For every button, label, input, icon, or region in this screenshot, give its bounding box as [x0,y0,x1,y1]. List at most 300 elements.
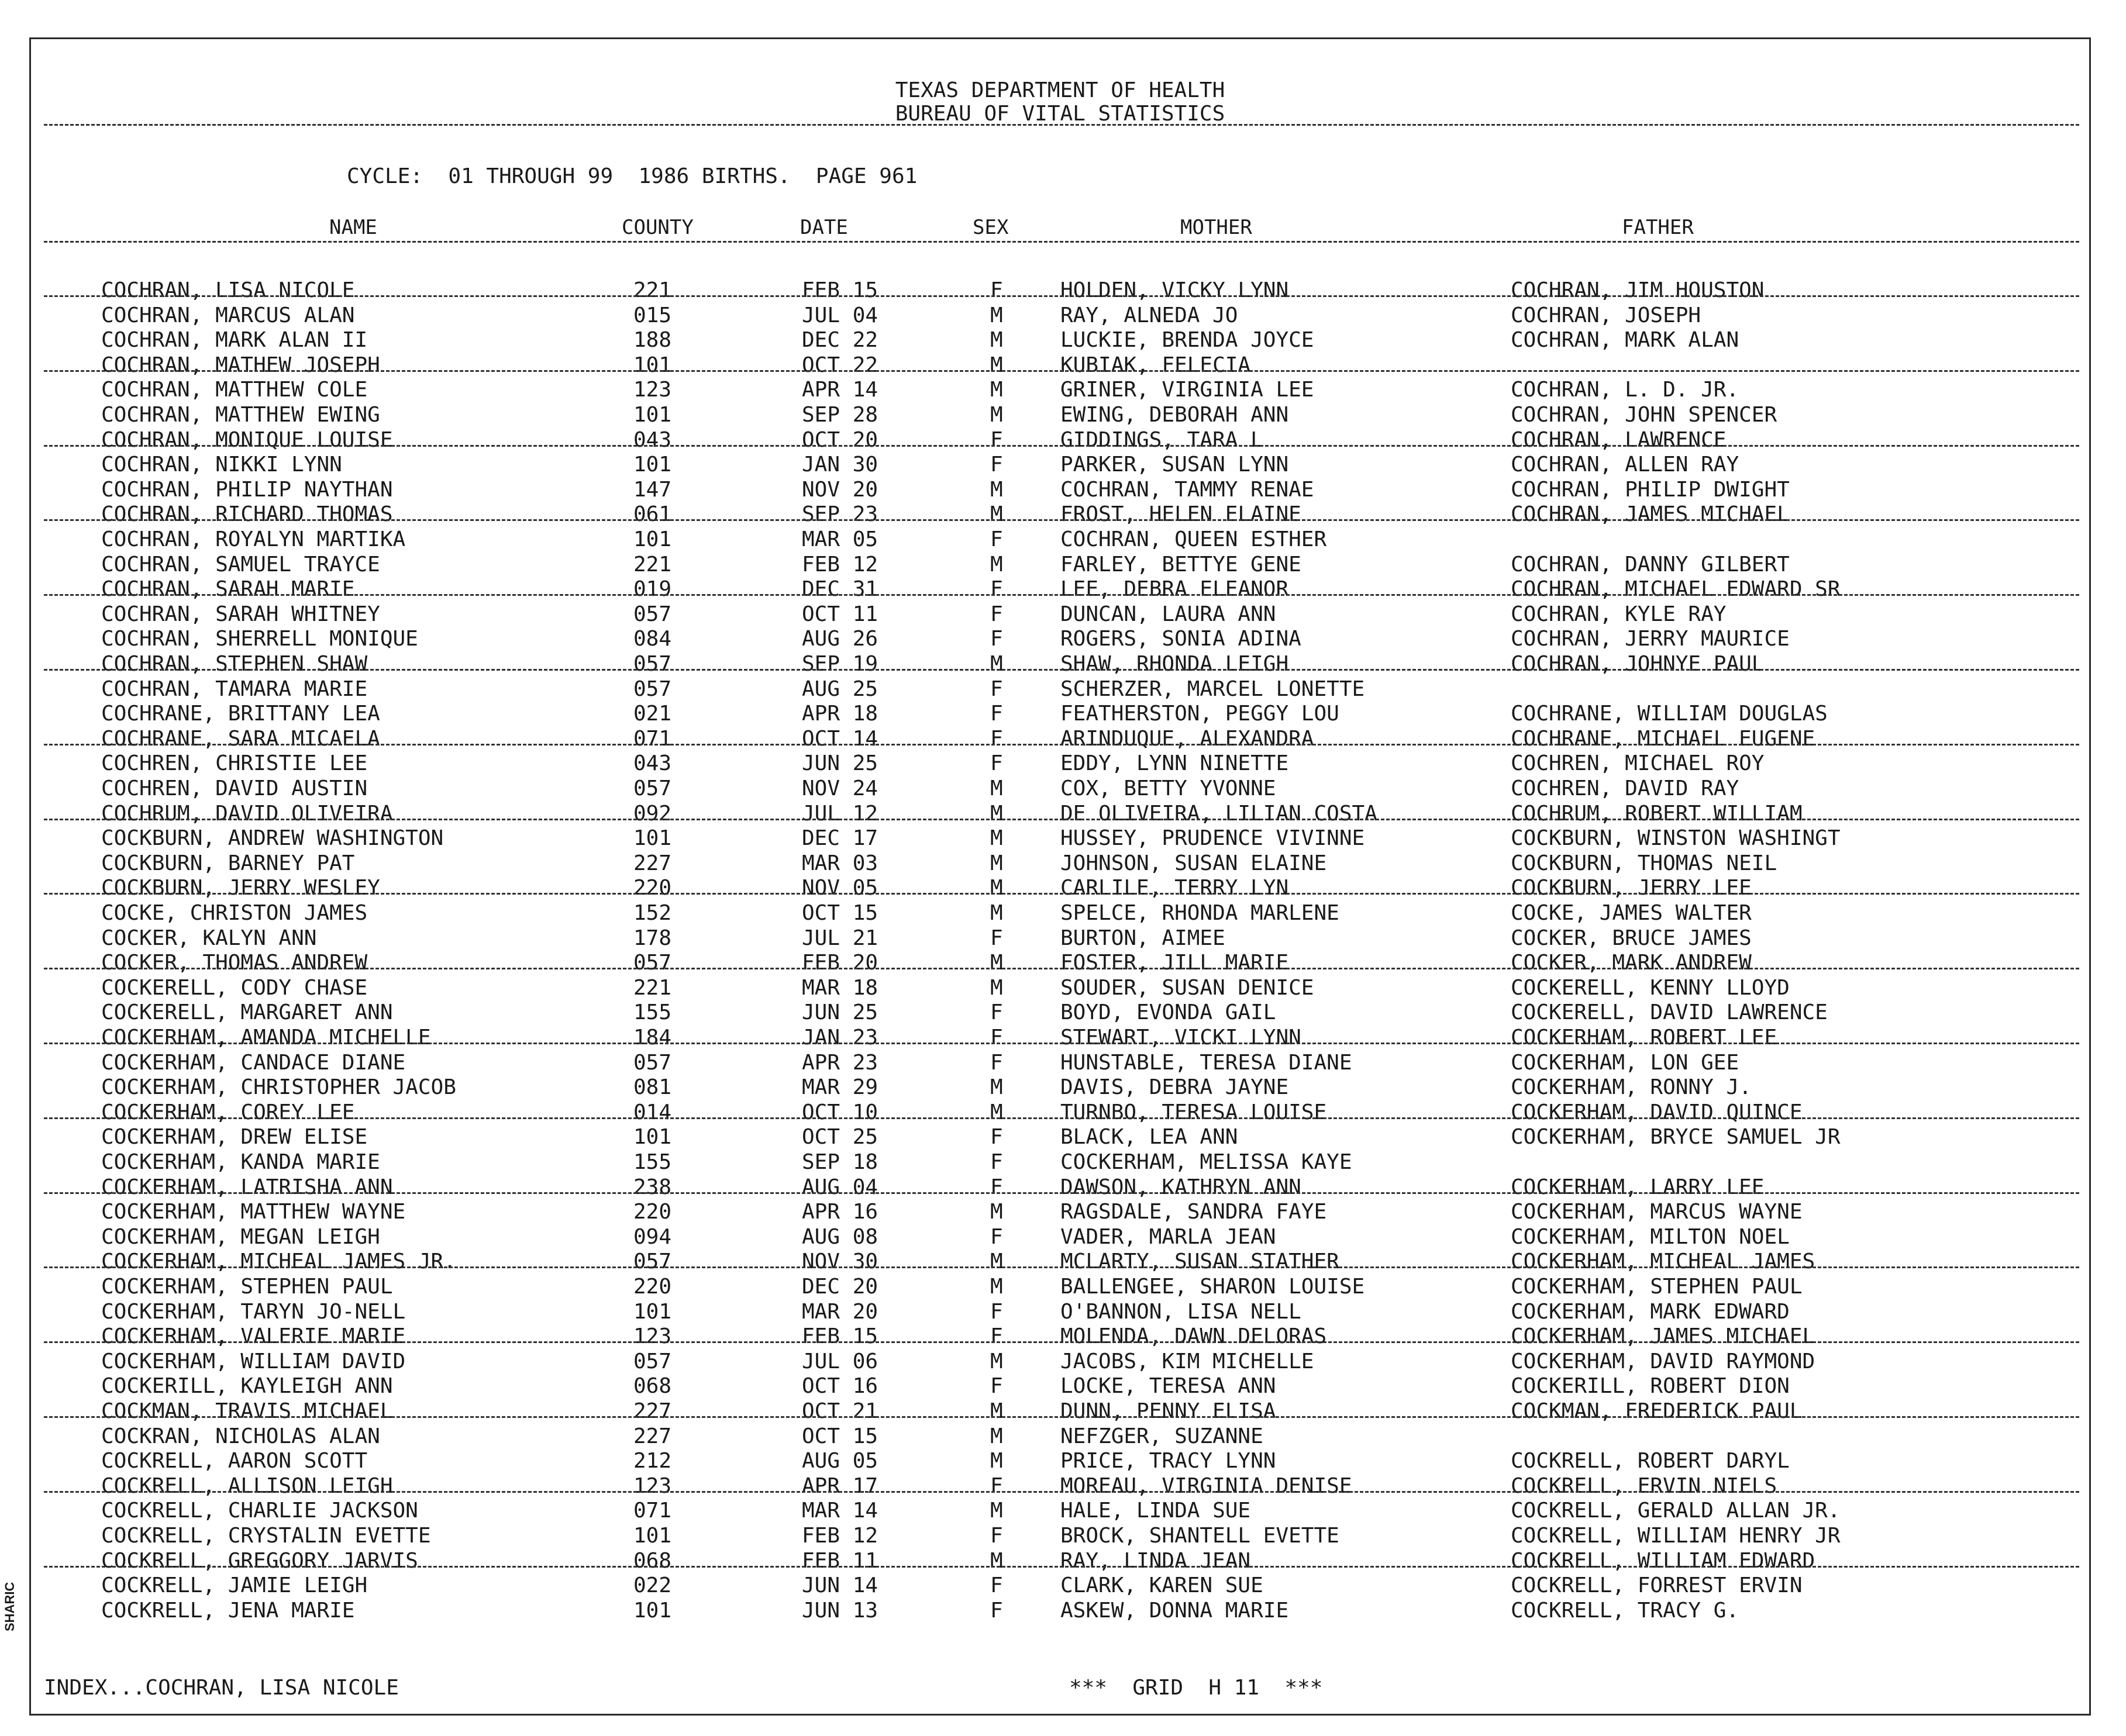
row-divider [44,893,2079,895]
cell-name: COCKRAN, NICHOLAS ALAN [101,1424,380,1448]
cell-mother: ASKEW, DONNA MARIE [1060,1598,1289,1623]
cell-father: COCHRAN, KYLE RAY [1511,602,1727,626]
cell-father: COCKRELL, GERALD ALLAN JR. [1511,1499,1841,1523]
column-header-father: FATHER [1622,216,1694,239]
cell-father: COCKERHAM, ROBERT LEE [1511,1026,1777,1050]
cell-mother: HOLDEN, VICKY LYNN [1060,278,1289,302]
cell-name: COCHRAN, MATTHEW COLE [101,378,368,402]
table-row [31,826,2089,851]
cell-date: AUG 04 [802,1175,878,1199]
table-row [31,402,2089,427]
cell-name: COCHRAN, MARK ALAN II [101,328,368,353]
cell-name: COCHRAN, SARAH MARIE [101,577,355,602]
cell-mother: RAY, LINDA JEAN [1060,1548,1251,1573]
cell-date: JUL 04 [802,303,878,327]
cell-name: COCKRELL, GREGGORY JARVIS [101,1548,418,1573]
table-row [31,1100,2089,1125]
cell-name: COCKMAN, TRAVIS MICHAEL [101,1399,393,1423]
cell-father: COCKERHAM, RONNY J. [1511,1075,1752,1100]
table-row [31,377,2089,402]
cell-sex: F [990,1524,1003,1548]
cell-father: COCKER, BRUCE JAMES [1511,926,1752,950]
cell-date: NOV 24 [802,776,878,800]
cell-date: NOV 05 [802,876,878,900]
cell-father: COCKERHAM, MICHEAL JAMES [1511,1250,1815,1274]
cell-county: 021 [633,702,672,726]
cell-county: 221 [633,975,672,1000]
cell-name: COCHRAN, TAMARA MARIE [101,677,368,701]
cell-county: 238 [633,1175,672,1199]
cell-mother: COCKERHAM, MELISSA KAYE [1060,1150,1352,1174]
cell-father: COCHREN, DAVID RAY [1511,776,1739,800]
bureau-title: BUREAU OF VITAL STATISTICS [895,102,1225,126]
cell-name: COCHRAN, MONIQUE LOUISE [101,427,393,452]
cell-mother: COX, BETTY YVONNE [1060,776,1276,800]
cell-name: COCHRAN, STEPHEN SHAW [101,652,368,676]
agency-title: TEXAS DEPARTMENT OF HEALTH [895,78,1225,102]
cell-county: 071 [633,726,672,751]
cell-county: 101 [633,826,672,851]
cell-sex: F [990,1175,1003,1199]
cell-mother: FEATHERSTON, PEGGY LOU [1060,702,1339,726]
cell-county: 101 [633,403,672,427]
table-row [31,1448,2089,1473]
cell-name: COCKERHAM, MEGAN LEIGH [101,1224,380,1249]
row-divider [44,1416,2079,1418]
table-row [31,701,2089,726]
cell-father: COCKRELL, WILLIAM EDWARD [1511,1548,1815,1573]
cell-father: COCHRAN, JAMES MICHAEL [1511,502,1790,527]
table-row [31,726,2089,751]
column-header-name: NAME [329,216,377,239]
table-row [31,751,2089,776]
cell-county: 178 [633,926,672,950]
cell-sex: F [990,1473,1003,1498]
cell-date: SEP 18 [802,1150,878,1174]
table-row [31,900,2089,926]
cell-sex: M [990,1250,1003,1274]
cell-name: COCKRELL, ALLISON LEIGH [101,1473,393,1498]
cell-county: 227 [633,1424,672,1448]
cell-sex: M [990,1275,1003,1299]
cell-mother: PRICE, TRACY LYNN [1060,1449,1276,1473]
cell-county: 019 [633,577,672,602]
cell-county: 014 [633,1100,672,1124]
cell-name: COCKE, CHRISTON JAMES [101,901,368,925]
table-row [31,1000,2089,1025]
cell-father: COCKERHAM, DAVID QUINCE [1511,1100,1803,1124]
cell-sex: F [990,1598,1003,1623]
cell-father: COCHRAN, JERRY MAURICE [1511,627,1790,651]
cell-father: COCKBURN, THOMAS NEIL [1511,851,1777,875]
cell-mother: SPELCE, RHONDA MARLENE [1060,901,1339,925]
cell-date: OCT 10 [802,1100,878,1124]
cell-name: COCHRAN, RICHARD THOMAS [101,502,393,527]
cell-name: COCKERHAM, WILLIAM DAVID [101,1349,406,1373]
table-row [31,1473,2089,1499]
cell-mother: DUNCAN, LAURA ANN [1060,602,1276,626]
row-divider [44,669,2079,671]
table-row [31,926,2089,951]
cell-sex: F [990,726,1003,751]
table-row [31,1050,2089,1075]
cell-date: FEB 11 [802,1548,878,1573]
cell-date: MAR 14 [802,1499,878,1523]
cell-mother: STEWART, VICKI LYNN [1060,1026,1301,1050]
cell-county: 057 [633,652,672,676]
cell-sex: F [990,1050,1003,1075]
cell-date: JUN 25 [802,1000,878,1025]
cell-father: COCKERHAM, DAVID RAYMOND [1511,1349,1815,1373]
cell-mother: JACOBS, KIM MICHELLE [1060,1349,1314,1373]
cell-date: FEB 15 [802,1324,878,1349]
cell-sex: F [990,926,1003,950]
cell-mother: TURNBO, TERESA LOUISE [1060,1100,1327,1124]
cell-mother: FARLEY, BETTYE GENE [1060,552,1301,577]
cell-name: COCHRAN, PHILIP NAYTHAN [101,477,393,502]
cell-mother: DUNN, PENNY ELISA [1060,1399,1276,1423]
cell-name: COCKERHAM, COREY LEE [101,1100,355,1124]
cell-county: 101 [633,1299,672,1324]
cell-mother: GRINER, VIRGINIA LEE [1060,378,1314,402]
table-row [31,1124,2089,1150]
cell-date: JUL 06 [802,1349,878,1373]
table-row [31,851,2089,876]
row-divider [44,370,2079,372]
cell-mother: O'BANNON, LISA NELL [1060,1299,1301,1324]
cell-date: OCT 25 [802,1125,878,1150]
cell-county: 068 [633,1374,672,1399]
table-row [31,602,2089,627]
cell-mother: BOYD, EVONDA GAIL [1060,1000,1276,1025]
cell-county: 061 [633,502,672,527]
cell-date: MAR 05 [802,527,878,551]
cell-county: 221 [633,552,672,577]
cell-county: 068 [633,1548,672,1573]
cell-county: 101 [633,527,672,551]
cell-sex: F [990,751,1003,776]
cell-date: FEB 12 [802,552,878,577]
cell-father: COCHRAN, MARK ALAN [1511,328,1739,353]
cell-county: 220 [633,876,672,900]
cell-name: COCKBURN, JERRY WESLEY [101,876,380,900]
column-header-sex: SEX [973,216,1009,239]
table-row [31,950,2089,975]
cell-sex: F [990,1374,1003,1399]
cell-mother: EWING, DEBORAH ANN [1060,403,1289,427]
row-divider [44,1117,2079,1119]
cell-name: COCKRELL, JAMIE LEIGH [101,1573,368,1598]
cell-sex: M [990,403,1003,427]
cell-date: APR 16 [802,1200,878,1224]
cell-name: COCKERHAM, VALERIE MARIE [101,1324,406,1349]
table-row [31,1025,2089,1050]
cell-sex: M [990,477,1003,502]
cell-mother: FOSTER, JILL MARIE [1060,951,1289,975]
cell-father: COCKERHAM, STEPHEN PAUL [1511,1275,1803,1299]
cell-date: MAR 20 [802,1299,878,1324]
cell-sex: F [990,1573,1003,1598]
cell-county: 015 [633,303,672,327]
cell-name: COCHREN, DAVID AUSTIN [101,776,368,800]
cell-name: COCHRAN, NIKKI LYNN [101,453,342,477]
cell-father: COCKRELL, WILLIAM HENRY JR [1511,1524,1841,1548]
cell-county: 155 [633,1000,672,1025]
cell-mother: DE OLIVEIRA, LILIAN COSTA [1060,801,1377,826]
cell-date: DEC 31 [802,577,878,602]
cell-sex: M [990,1349,1003,1373]
cell-date: JUL 21 [802,926,878,950]
table-row [31,1498,2089,1523]
cell-mother: RAY, ALNEDA JO [1060,303,1238,327]
cell-name: COCKER, KALYN ANN [101,926,317,950]
cell-mother: MOLENDA, DAWN DELORAS [1060,1324,1327,1349]
cell-mother: HUNSTABLE, TERESA DIANE [1060,1050,1352,1075]
cell-date: AUG 05 [802,1449,878,1473]
cell-mother: GIDDINGS, TARA L [1060,427,1263,452]
table-row [31,1324,2089,1349]
cell-sex: F [990,453,1003,477]
cell-date: JAN 30 [802,453,878,477]
table-row [31,651,2089,677]
row-divider [44,1341,2079,1343]
column-header-date: DATE [800,216,848,239]
cell-name: COCKERHAM, CANDACE DIANE [101,1050,406,1075]
cell-date: NOV 20 [802,477,878,502]
cell-date: SEP 23 [802,502,878,527]
cell-name: COCKERILL, KAYLEIGH ANN [101,1374,393,1399]
cell-name: COCKERHAM, LATRISHA ANN [101,1175,393,1199]
cell-father: COCKBURN, JERRY LEE [1511,876,1752,900]
cell-father: COCHRAN, PHILIP DWIGHT [1511,477,1790,502]
cell-date: MAR 29 [802,1075,878,1100]
cell-father: COCHRAN, JIM HOUSTON [1511,278,1765,302]
table-row [31,1274,2089,1299]
table-row [31,1399,2089,1424]
cell-date: FEB 15 [802,278,878,302]
row-divider [44,1192,2079,1194]
cell-name: COCKERHAM, STEPHEN PAUL [101,1275,393,1299]
cell-sex: M [990,901,1003,925]
cell-father: COCHRAN, ALLEN RAY [1511,453,1739,477]
cell-mother: BURTON, AIMEE [1060,926,1225,950]
cell-father: COCKERHAM, LON GEE [1511,1050,1739,1075]
cell-name: COCHREN, CHRISTIE LEE [101,751,368,776]
table-row [31,875,2089,900]
cell-mother: MCLARTY, SUSAN STATHER [1060,1250,1339,1274]
cell-sex: M [990,1399,1003,1423]
cell-date: OCT 11 [802,602,878,626]
cell-mother: DAVIS, DEBRA JAYNE [1060,1075,1289,1100]
cell-name: COCKBURN, ANDREW WASHINGTON [101,826,444,851]
row-divider [44,519,2079,521]
cell-mother: HUSSEY, PRUDENCE VIVINNE [1060,826,1365,851]
cell-name: COCKERELL, CODY CHASE [101,975,368,1000]
cell-name: COCHRAN, SAMUEL TRAYCE [101,552,380,577]
cell-name: COCKRELL, AARON SCOTT [101,1449,368,1473]
grid-footer: *** GRID H 11 *** [1069,1676,1323,1700]
cell-sex: M [990,1100,1003,1124]
cell-county: 094 [633,1224,672,1249]
cycle-line: CYCLE: 01 THROUGH 99 1986 BIRTHS. PAGE 961 [347,164,918,188]
cell-date: OCT 15 [802,901,878,925]
table-row [31,577,2089,602]
cell-name: COCHRAN, LISA NICOLE [101,278,355,302]
cell-father: COCKBURN, WINSTON WASHINGT [1511,826,1841,851]
cell-date: DEC 22 [802,328,878,353]
cell-father: COCHRAN, JOHN SPENCER [1511,403,1777,427]
cell-mother: DAWSON, KATHRYN ANN [1060,1175,1301,1199]
cell-father: COCKRELL, FORREST ERVIN [1511,1573,1803,1598]
cell-date: APR 18 [802,702,878,726]
column-header-mother: MOTHER [1180,216,1252,239]
cell-father: COCHRAN, DANNY GILBERT [1511,552,1790,577]
cell-mother: RAGSDALE, SANDRA FAYE [1060,1200,1327,1224]
cell-date: JUN 13 [802,1598,878,1623]
cell-sex: M [990,502,1003,527]
cell-father: COCKERHAM, LARRY LEE [1511,1175,1765,1199]
cell-county: 123 [633,378,672,402]
column-header-county: COUNTY [622,216,694,239]
row-divider [44,968,2079,969]
cell-county: 101 [633,1598,672,1623]
cell-county: 101 [633,353,672,377]
table-row [31,1349,2089,1374]
cell-date: APR 14 [802,378,878,402]
cell-mother: LOCKE, TERESA ANN [1060,1374,1276,1399]
cell-mother: ARINDUQUE, ALEXANDRA [1060,726,1314,751]
cell-date: JUN 25 [802,751,878,776]
row-divider [44,744,2079,746]
cell-name: COCKRELL, JENA MARIE [101,1598,355,1623]
cell-county: 155 [633,1150,672,1174]
cell-father: COCKERELL, KENNY LLOYD [1511,975,1790,1000]
cell-date: APR 23 [802,1050,878,1075]
cell-father: COCKERHAM, JAMES MICHAEL [1511,1324,1815,1349]
cell-date: DEC 20 [802,1275,878,1299]
cell-mother: ROGERS, SONIA ADINA [1060,627,1301,651]
cell-father: COCKRELL, TRACY G. [1511,1598,1739,1623]
cell-name: COCHRUM, DAVID OLIVEIRA [101,801,393,826]
cell-mother: SCHERZER, MARCEL LONETTE [1060,677,1365,701]
cell-county: 184 [633,1026,672,1050]
cell-mother: EDDY, LYNN NINETTE [1060,751,1289,776]
cell-county: 071 [633,1499,672,1523]
cell-sex: F [990,602,1003,626]
cell-name: COCKERELL, MARGARET ANN [101,1000,393,1025]
cell-mother: VADER, MARLA JEAN [1060,1224,1276,1249]
cell-date: NOV 30 [802,1250,878,1274]
cell-date: OCT 16 [802,1374,878,1399]
index-footer: INDEX...COCHRAN, LISA NICOLE [44,1676,399,1700]
row-divider [44,295,2079,297]
row-divider [44,445,2079,447]
cell-father: COCHRAN, L. D. JR. [1511,378,1739,402]
cell-sex: M [990,1424,1003,1448]
cell-sex: F [990,1000,1003,1025]
cell-date: JAN 23 [802,1026,878,1050]
cell-sex: M [990,1449,1003,1473]
table-row [31,1249,2089,1274]
table-row [31,477,2089,502]
cell-county: 101 [633,1524,672,1548]
cell-name: COCHRAN, SHERRELL MONIQUE [101,627,418,651]
table-row [31,1573,2089,1598]
cell-father: COCKERILL, ROBERT DION [1511,1374,1790,1399]
cell-county: 081 [633,1075,672,1100]
cell-sex: F [990,1324,1003,1349]
cell-name: COCHRAN, MARCUS ALAN [101,303,355,327]
cell-father: COCKE, JAMES WALTER [1511,901,1752,925]
cell-father: COCKRELL, ERVIN NIELS [1511,1473,1777,1498]
cell-name: COCKERHAM, KANDA MARIE [101,1150,380,1174]
cell-date: OCT 20 [802,427,878,452]
cell-county: 092 [633,801,672,826]
cell-sex: F [990,1026,1003,1050]
cell-county: 057 [633,602,672,626]
cell-sex: M [990,876,1003,900]
cell-father: COCHRANE, MICHAEL EUGENE [1511,726,1815,751]
cell-sex: M [990,353,1003,377]
cell-name: COCHRANE, BRITTANY LEA [101,702,380,726]
cell-sex: M [990,975,1003,1000]
cell-date: FEB 12 [802,1524,878,1548]
cell-mother: SHAW, RHONDA LEIGH [1060,652,1289,676]
cell-date: OCT 15 [802,1424,878,1448]
cell-sex: F [990,1299,1003,1324]
table-row [31,776,2089,801]
cell-sex: M [990,1499,1003,1523]
cell-date: AUG 25 [802,677,878,701]
cell-father: COCHRUM, ROBERT WILLIAM [1511,801,1803,826]
row-divider [44,1566,2079,1568]
cell-sex: M [990,851,1003,875]
cell-date: AUG 26 [802,627,878,651]
cell-county: 212 [633,1449,672,1473]
cell-mother: SOUDER, SUSAN DENICE [1060,975,1314,1000]
cell-date: OCT 21 [802,1399,878,1423]
cell-name: COCHRANE, SARA MICAELA [101,726,380,751]
cell-father: COCHREN, MICHAEL ROY [1511,751,1765,776]
cell-county: 057 [633,776,672,800]
cell-sex: F [990,577,1003,602]
cell-father: COCKERHAM, MILTON NOEL [1511,1224,1790,1249]
cell-mother: FROST, HELEN ELAINE [1060,502,1301,527]
cell-county: 188 [633,328,672,353]
cell-mother: LUCKIE, BRENDA JOYCE [1060,328,1314,353]
cell-father: COCHRAN, LAWRENCE [1511,427,1727,452]
table-row [31,353,2089,378]
cell-father: COCKMAN, FREDERICK PAUL [1511,1399,1803,1423]
cell-mother: COCHRAN, QUEEN ESTHER [1060,527,1327,551]
cell-county: 227 [633,1399,672,1423]
cell-sex: M [990,1075,1003,1100]
cell-father: COCHRAN, MICHAEL EDWARD SR [1511,577,1841,602]
table-row [31,327,2089,353]
cell-mother: BALLENGEE, SHARON LOUISE [1060,1275,1365,1299]
table-row [31,303,2089,328]
table-row [31,452,2089,477]
cell-mother: KUBIAK, FELECIA [1060,353,1251,377]
cell-sex: F [990,527,1003,551]
table-row [31,1299,2089,1324]
cell-county: 152 [633,901,672,925]
cell-name: COCKBURN, BARNEY PAT [101,851,355,875]
cell-sex: M [990,1548,1003,1573]
table-row [31,1150,2089,1175]
cell-mother: MOREAU, VIRGINIA DENISE [1060,1473,1352,1498]
cell-name: COCKER, THOMAS ANDREW [101,951,368,975]
